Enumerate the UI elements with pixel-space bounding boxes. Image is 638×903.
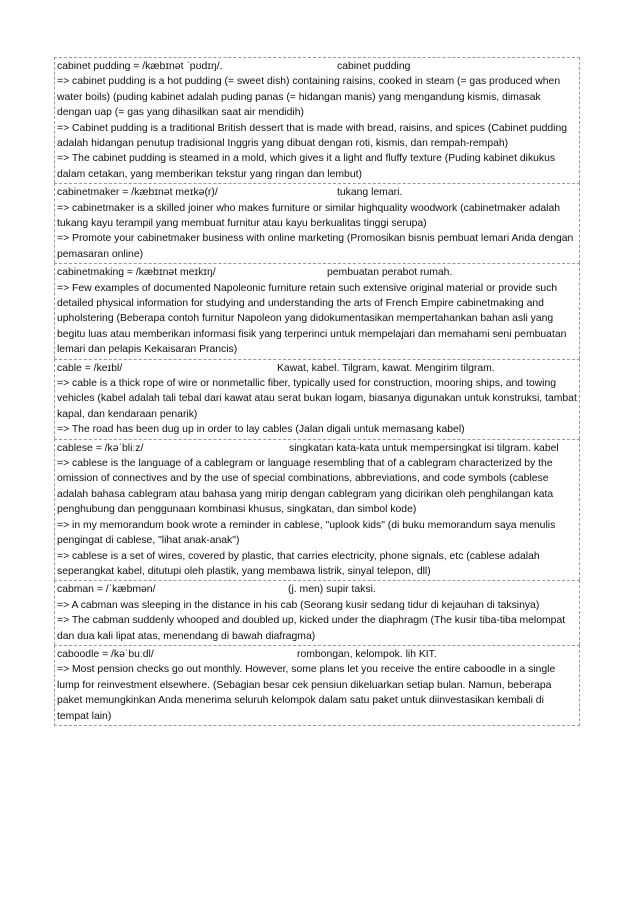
example-sentence: => cablese is a set of wires, covered by plastic, that carries electricity, phone signals, etc (cablese adalah seperangkat kabel, ditutupi oleh plastik, yang membawa listrik, sinyal telepon, dll): [57, 550, 540, 577]
example-sentence: => The cabinet pudding is steamed in a mold, which gives it a light and fluffy texture (Puding kabinet dikukus dalam cetakan, yang memberikan tekstur yang ringan dan lembut): [57, 153, 556, 180]
dictionary-entry: [54, 580, 580, 645]
example-sentence: => The cabman suddenly whooped and doubled up, kicked under the diaphragm (The kusir tiba-tiba melompat dan dua kali lipat atas, menendang di bawah diafragma): [57, 615, 566, 642]
example-sentence: => A cabman was sleeping in the distance in his cab (Seorang kusir sedang tidur di kejauhan di taksinya): [57, 599, 540, 611]
dictionary-entry: [54, 57, 580, 183]
entry-headword: cabinetmaker = /kæbɪnət meɪkə(r)/: [57, 187, 218, 199]
entry-header: [57, 265, 577, 280]
entry-headword: cabinet pudding = /kæbɪnət ˈpʊdɪŋ/.: [57, 61, 223, 72]
entry-headword: cabman = /ˈkæbmən/: [57, 584, 156, 596]
example-sentence: => cablese is the language of a cablegram or language resembling that of a cablegram characterized by the omission of connectives and by the use of special combinations, abbreviations, and code symbols (cablese adalah bahasa cablegram atau bahasa yang mirip dengan cablegram yang dicirikan oleh penghilangan kata penghubung dan penggunaan kombinasi khusus, singkatan, dan simbol kode): [57, 458, 554, 516]
entry-headword: caboodle = /kəˈbuːdl/: [57, 648, 154, 660]
example-sentence: => Cabinet pudding is a traditional British dessert that is made with bread, raisins, and spices (Cabinet pudding adalah hidangan penutup tradisional Inggris yang dibuat dengan roti, kismis, dan rempah-rempah): [57, 122, 568, 150]
entry-translation: tukang lemari.: [337, 187, 403, 199]
example-sentence: => in my memorandum book wrote a reminder in cablese, "uplook kids" (di buku memorandum saya menulis pengingat di cablese, "lihat anak-anak"): [57, 519, 556, 547]
entry-header: [57, 582, 577, 597]
entry-headword: cablese = /kəˈbliːz/: [57, 442, 144, 454]
example-sentence: => The road has been dug up in order to lay cables (Jalan digali untuk memasang kabel): [57, 424, 465, 436]
entry-translation: rombongan, kelompok. lih KIT.: [297, 648, 437, 660]
entry-header: [57, 361, 577, 376]
entry-header: [57, 185, 577, 200]
entry-header: [57, 647, 577, 662]
example-sentence: => cabinetmaker is a skilled joiner who makes furniture or similar highquality woodwork (cabinetmaker adalah tukang kayu terampil yang membuat furnitur atau kayu berkualitas tinggi serupa): [57, 202, 561, 230]
example-sentence: => Promote your cabinetmaker business with online marketing (Promosikan bisnis pembuat lemari Anda dengan pemasaran online): [57, 233, 574, 260]
example-sentence: => cabinet pudding is a hot pudding (= sweet dish) containing raisins, cooked in steam (= gas produced when water boils) (puding kabinet adalah puding panas (= hidangan manis) yang mengandung kismis, dimasak dengan uap (= gas yang dihasilkan saat air mendidih): [57, 76, 561, 119]
entry-headword: cable = /keɪbl/: [57, 362, 123, 374]
entry-header: [57, 441, 577, 456]
dictionary-entry: [54, 183, 580, 263]
entry-translation: pembuatan perabot rumah.: [327, 267, 453, 279]
example-sentence: => Most pension checks go out monthly. However, some plans let you receive the entire caboodle in a single lump for reinvestment elsewhere. (Sebagian besar cek pensiun dikeluarkan setiap bulan. Namun, beberapa paket memungkinkan Anda menerima seluruh kelompok dalam satu paket untuk diinvestasikan kembali di tempat lain): [57, 664, 556, 722]
dictionary-entry: [54, 263, 580, 358]
entry-headword: cabinetmaking = /kæbɪnət meɪkɪŋ/: [57, 267, 216, 279]
dictionary-entry: [54, 439, 580, 581]
entry-translation: singkatan kata-kata untuk mempersingkat isi tilgram. kabel: [289, 442, 559, 454]
dictionary-entry: [54, 359, 580, 439]
entry-translation: cabinet pudding: [337, 61, 411, 72]
entry-translation: (j. men) supir taksi.: [288, 584, 376, 596]
dictionary-entry: [54, 645, 580, 726]
example-sentence: => Few examples of documented Napoleonic furniture retain such extensive original material or provide such detailed physical information for studying and understanding the arts of French Empire cabinetmaking and upholstering (Beberapa contoh furnitur Napoleon yang didokumentasikan mempertahankan bahan asli yang begitu luas atau memberikan informasi fisik yang terperinci untuk mempelajari dan memahami seni pembuatan lemari dan pelapis Kekaisaran Prancis): [57, 282, 567, 356]
entry-translation: Kawat, kabel. Tilgram, kawat. Mengirim tilgram.: [277, 362, 495, 374]
example-sentence: => cable is a thick rope of wire or nonmetallic fiber, typically used for construction, mooring ships, and towing vehicles (kabel adalah tali tebal dari kawat atau serat bukan logam, biasanya digunakan untuk konstruksi, tambat kapal, dan kendaraan penarik): [57, 378, 577, 420]
dictionary-document: [54, 57, 580, 726]
entry-header: [57, 59, 577, 74]
